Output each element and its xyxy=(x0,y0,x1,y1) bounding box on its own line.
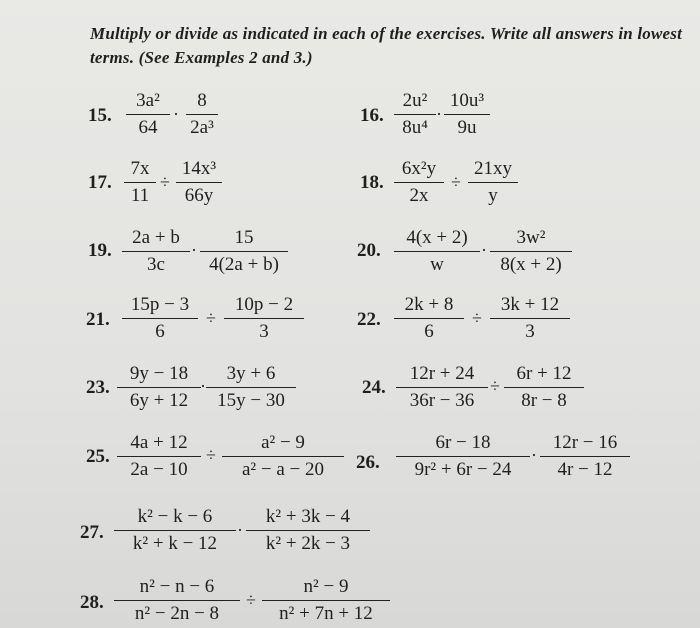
numerator: 3w² xyxy=(516,227,546,248)
denominator: n² − 2n − 8 xyxy=(134,603,220,624)
numerator: 6r + 12 xyxy=(516,363,572,384)
denominator: 36r − 36 xyxy=(409,390,475,411)
operator: · xyxy=(237,520,243,540)
numerator: 6x²y xyxy=(401,158,437,179)
denominator: n² + 7n + 12 xyxy=(279,603,373,624)
numerator: 2a + b xyxy=(132,227,180,248)
denominator: k² + 2k − 3 xyxy=(265,533,351,554)
numerator: 2k + 8 xyxy=(404,294,454,315)
exercise-number: 21. xyxy=(86,309,110,330)
fraction-right xyxy=(186,90,218,139)
numerator: 4(x + 2) xyxy=(406,227,468,248)
fraction-left xyxy=(124,158,156,207)
fraction-right xyxy=(540,432,630,481)
fraction-left xyxy=(122,294,198,343)
numerator: 12r + 24 xyxy=(409,363,475,384)
denominator: 9u xyxy=(457,117,477,138)
operator: ÷ xyxy=(451,172,461,192)
numerator: n² − 9 xyxy=(303,576,349,597)
exercise-number: 22. xyxy=(357,309,381,330)
denominator: 64 xyxy=(138,117,158,138)
fraction-left xyxy=(394,158,444,207)
operator: · xyxy=(200,376,206,396)
exercise-number: 25. xyxy=(86,446,110,467)
denominator: 6y + 12 xyxy=(129,390,189,411)
denominator: 3 xyxy=(525,321,535,342)
fraction-right xyxy=(468,158,518,207)
denominator: 9r² + 6r − 24 xyxy=(414,459,512,480)
denominator: 4(2a + b) xyxy=(209,254,279,275)
exercise-number: 18. xyxy=(360,172,384,193)
operator: · xyxy=(436,104,442,124)
instructions-text: Multiply or divide as indicated in each of the exercises. Write all answers in lowest terms. (See Examples 2 and 3.) xyxy=(90,24,683,67)
exercise-number: 27. xyxy=(80,522,104,543)
denominator: 11 xyxy=(130,185,150,206)
numerator: 2u² xyxy=(402,90,428,111)
exercise-number: 15. xyxy=(88,105,112,126)
numerator: 12r − 16 xyxy=(552,432,618,453)
numerator: 4a + 12 xyxy=(130,432,188,453)
fraction-right xyxy=(206,363,296,412)
denominator: 3c xyxy=(147,254,165,275)
fraction-right xyxy=(490,227,572,276)
operator: · xyxy=(173,104,179,124)
numerator: 10u³ xyxy=(449,90,485,111)
denominator: 4r − 12 xyxy=(557,459,613,480)
numerator: n² − n − 6 xyxy=(139,576,215,597)
fraction-left xyxy=(394,294,464,343)
operator: · xyxy=(481,240,487,260)
fraction-left xyxy=(117,363,201,412)
operator: ÷ xyxy=(246,590,256,610)
exercise-number: 20. xyxy=(357,240,381,261)
fraction-left xyxy=(394,90,436,139)
operator: ÷ xyxy=(206,445,216,465)
numerator: 8 xyxy=(197,90,207,111)
numerator: 7x xyxy=(130,158,150,179)
operator: · xyxy=(531,445,537,465)
numerator: a² − 9 xyxy=(261,432,305,453)
denominator: 8r − 8 xyxy=(521,390,567,411)
exercise-number: 26. xyxy=(356,452,380,473)
operator: ÷ xyxy=(490,376,500,396)
numerator: 3k + 12 xyxy=(500,294,560,315)
fraction-left xyxy=(114,576,240,625)
numerator: 21xy xyxy=(474,158,512,179)
denominator: 8(x + 2) xyxy=(500,254,562,275)
fraction-right xyxy=(200,227,288,276)
operator: ÷ xyxy=(472,308,482,328)
fraction-right xyxy=(246,506,370,555)
numerator: 3a² xyxy=(136,90,160,111)
denominator: a² − a − 20 xyxy=(242,459,324,480)
numerator: 14x³ xyxy=(181,158,217,179)
exercise-number: 28. xyxy=(80,592,104,613)
denominator: 2a³ xyxy=(190,117,214,138)
fraction-right xyxy=(262,576,390,625)
exercise-number: 16. xyxy=(360,105,384,126)
numerator: 15p − 3 xyxy=(130,294,190,315)
numerator: 6r − 18 xyxy=(435,432,491,453)
denominator: 3 xyxy=(259,321,269,342)
denominator: 66y xyxy=(184,185,214,206)
operator: ÷ xyxy=(160,172,170,192)
fraction-right xyxy=(224,294,304,343)
numerator: 10p − 2 xyxy=(234,294,294,315)
numerator: 3y + 6 xyxy=(226,363,276,384)
fraction-right xyxy=(444,90,490,139)
fraction-right xyxy=(176,158,222,207)
denominator: 15y − 30 xyxy=(217,390,285,411)
fraction-left xyxy=(394,227,480,276)
denominator: w xyxy=(430,254,444,275)
fraction-right xyxy=(490,294,570,343)
exercise-number: 24. xyxy=(362,377,386,398)
numerator: 9y − 18 xyxy=(129,363,189,384)
denominator: 8u⁴ xyxy=(402,117,428,138)
fraction-left xyxy=(114,506,236,555)
denominator: y xyxy=(488,185,498,206)
fraction-left xyxy=(396,432,530,481)
operator: ÷ xyxy=(206,308,216,328)
fraction-left xyxy=(126,90,170,139)
denominator: 2x xyxy=(409,185,429,206)
exercise-number: 23. xyxy=(86,377,110,398)
fraction-left xyxy=(122,227,190,276)
numerator: k² − k − 6 xyxy=(137,506,213,527)
numerator: k² + 3k − 4 xyxy=(265,506,351,527)
denominator: k² + k − 12 xyxy=(132,533,218,554)
operator: · xyxy=(191,240,197,260)
denominator: 6 xyxy=(155,321,165,342)
denominator: 2a − 10 xyxy=(130,459,188,480)
denominator: 6 xyxy=(424,321,434,342)
fraction-left xyxy=(117,432,201,481)
exercise-number: 19. xyxy=(88,240,112,261)
fraction-right xyxy=(222,432,344,481)
fraction-left xyxy=(396,363,488,412)
exercise-number: 17. xyxy=(88,172,112,193)
fraction-right xyxy=(504,363,584,412)
numerator: 15 xyxy=(234,227,254,248)
